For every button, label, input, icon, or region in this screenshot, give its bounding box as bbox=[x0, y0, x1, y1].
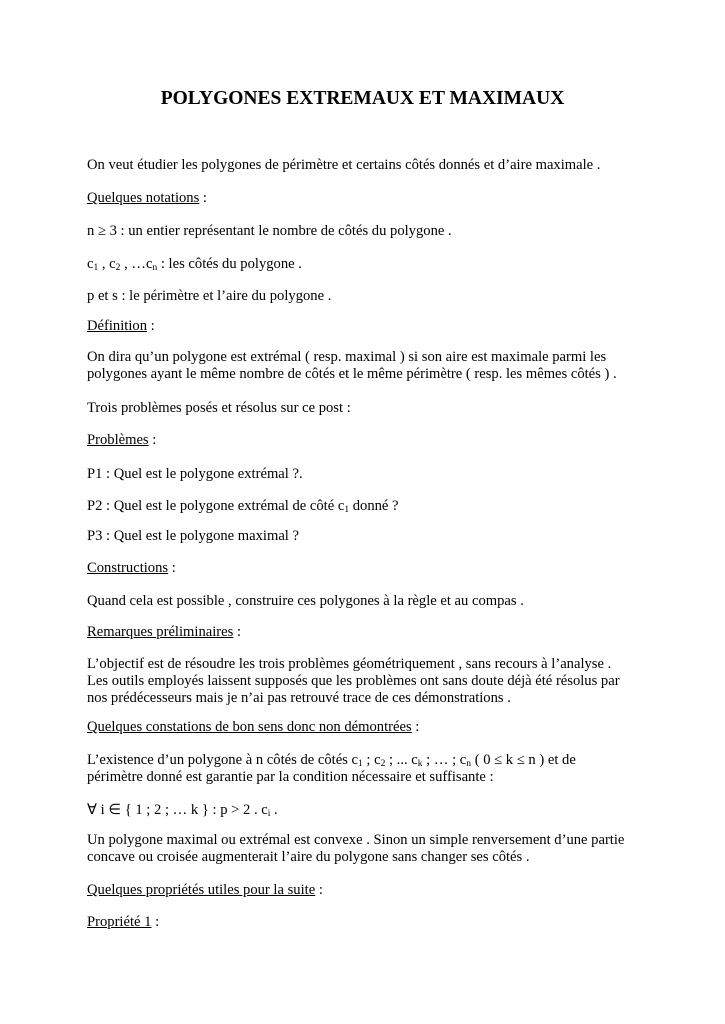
remarks-heading bbox=[87, 624, 647, 641]
condition-formula bbox=[87, 802, 647, 819]
notation-n: n ≥ 3 : un entier représentant le nombre de côtés du polygone . bbox=[87, 223, 452, 239]
t: donné ? bbox=[349, 498, 399, 514]
definition-text: On dira qu’un polygone est extrémal ( resp. maximal ) si son aire est maximale parmi les polygones ayant le même nombre de côtés et le même périmètre ( resp. les mêmes côtés ) . bbox=[87, 349, 617, 382]
constructions-heading bbox=[87, 560, 647, 577]
heading-text: Définition bbox=[87, 318, 147, 334]
t: ; ... c bbox=[385, 752, 418, 768]
colon: : bbox=[411, 719, 420, 735]
t: P2 : Quel est le polygone extrémal de côté c bbox=[87, 498, 345, 514]
heading-text: Remarques préliminaires bbox=[87, 624, 234, 640]
sub: 1 bbox=[357, 759, 363, 769]
t: c bbox=[87, 256, 94, 272]
colon: : bbox=[199, 190, 207, 206]
sub: k bbox=[417, 759, 423, 769]
existence-text bbox=[87, 752, 597, 786]
heading-text: Quelques notations bbox=[87, 190, 200, 206]
t: ( 0 ≤ k ≤ n ) et de périmètre donné est garantie par la condition nécessaire et suffisante : bbox=[87, 752, 576, 785]
constructions-text: Quand cela est possible , construire ces polygones à la règle et au compas . bbox=[87, 593, 524, 609]
properties-heading bbox=[87, 882, 647, 899]
notation-c bbox=[87, 256, 647, 273]
intro-paragraph: On veut étudier les polygones de périmètre et certains côtés donnés et d’aire maximale . bbox=[87, 157, 601, 173]
notations-heading bbox=[87, 190, 647, 207]
t: , c bbox=[98, 256, 116, 272]
sub: 1 bbox=[93, 263, 99, 273]
t: L’existence d’un polygone à n côtés de côtés c bbox=[87, 752, 358, 768]
colon: : bbox=[315, 882, 323, 898]
constats-heading bbox=[87, 719, 647, 736]
definition-heading bbox=[87, 318, 647, 335]
colon: : bbox=[168, 560, 176, 576]
heading-text: Problèmes bbox=[87, 432, 149, 448]
t: : les côtés du polygone . bbox=[157, 256, 302, 272]
sub: 2 bbox=[115, 263, 121, 273]
convex-text: Un polygone maximal ou extrémal est convexe . Sinon un simple renversement d’une partie concave ou croisée augmenterait l’aire du polygone sans changer ses côtés . bbox=[87, 832, 625, 865]
t: . bbox=[270, 802, 278, 818]
sub: n bbox=[152, 263, 158, 273]
notation-ps: p et s : le périmètre et l’aire du polygone . bbox=[87, 288, 332, 304]
colon: : bbox=[148, 432, 157, 448]
sub: n bbox=[466, 759, 472, 769]
three-problems-text: Trois problèmes posés et résolus sur ce post : bbox=[87, 400, 351, 416]
heading-text: Constructions bbox=[87, 560, 169, 576]
heading-text: Quelques constations de bon sens donc non démontrées bbox=[87, 719, 412, 735]
problem-p3: P3 : Quel est le polygone maximal ? bbox=[87, 528, 299, 544]
sub: 2 bbox=[380, 759, 386, 769]
heading-text: Quelques propriétés utiles pour la suite bbox=[87, 882, 316, 898]
property-1-heading bbox=[87, 914, 647, 931]
t: ; … ; c bbox=[422, 752, 467, 768]
remarks-text: L’objectif est de résoudre les trois problèmes géométriquement , sans recours à l’analyse . Les outils employés laissent supposés que les problèmes ont sans doute déjà été résolus par nos prédécesseurs mais je n’ai pas retrouvé trace de ces démonstrations . bbox=[87, 656, 620, 706]
problem-p2 bbox=[87, 498, 647, 515]
problem-p1: P1 : Quel est le polygone extrémal ?. bbox=[87, 466, 303, 482]
sub: i bbox=[267, 809, 271, 819]
heading-text: Propriété 1 bbox=[87, 914, 152, 930]
page-title: POLYGONES EXTREMAUX ET MAXIMAUX bbox=[160, 88, 565, 109]
t: , …c bbox=[120, 256, 153, 272]
colon: : bbox=[147, 318, 155, 334]
colon: : bbox=[233, 624, 241, 640]
colon: : bbox=[151, 914, 160, 930]
t: ∀ i ∈ { 1 ; 2 ; … k } : p > 2 . c bbox=[87, 802, 268, 818]
problems-heading bbox=[87, 432, 647, 449]
sub: 1 bbox=[344, 505, 350, 515]
t: ; c bbox=[362, 752, 381, 768]
